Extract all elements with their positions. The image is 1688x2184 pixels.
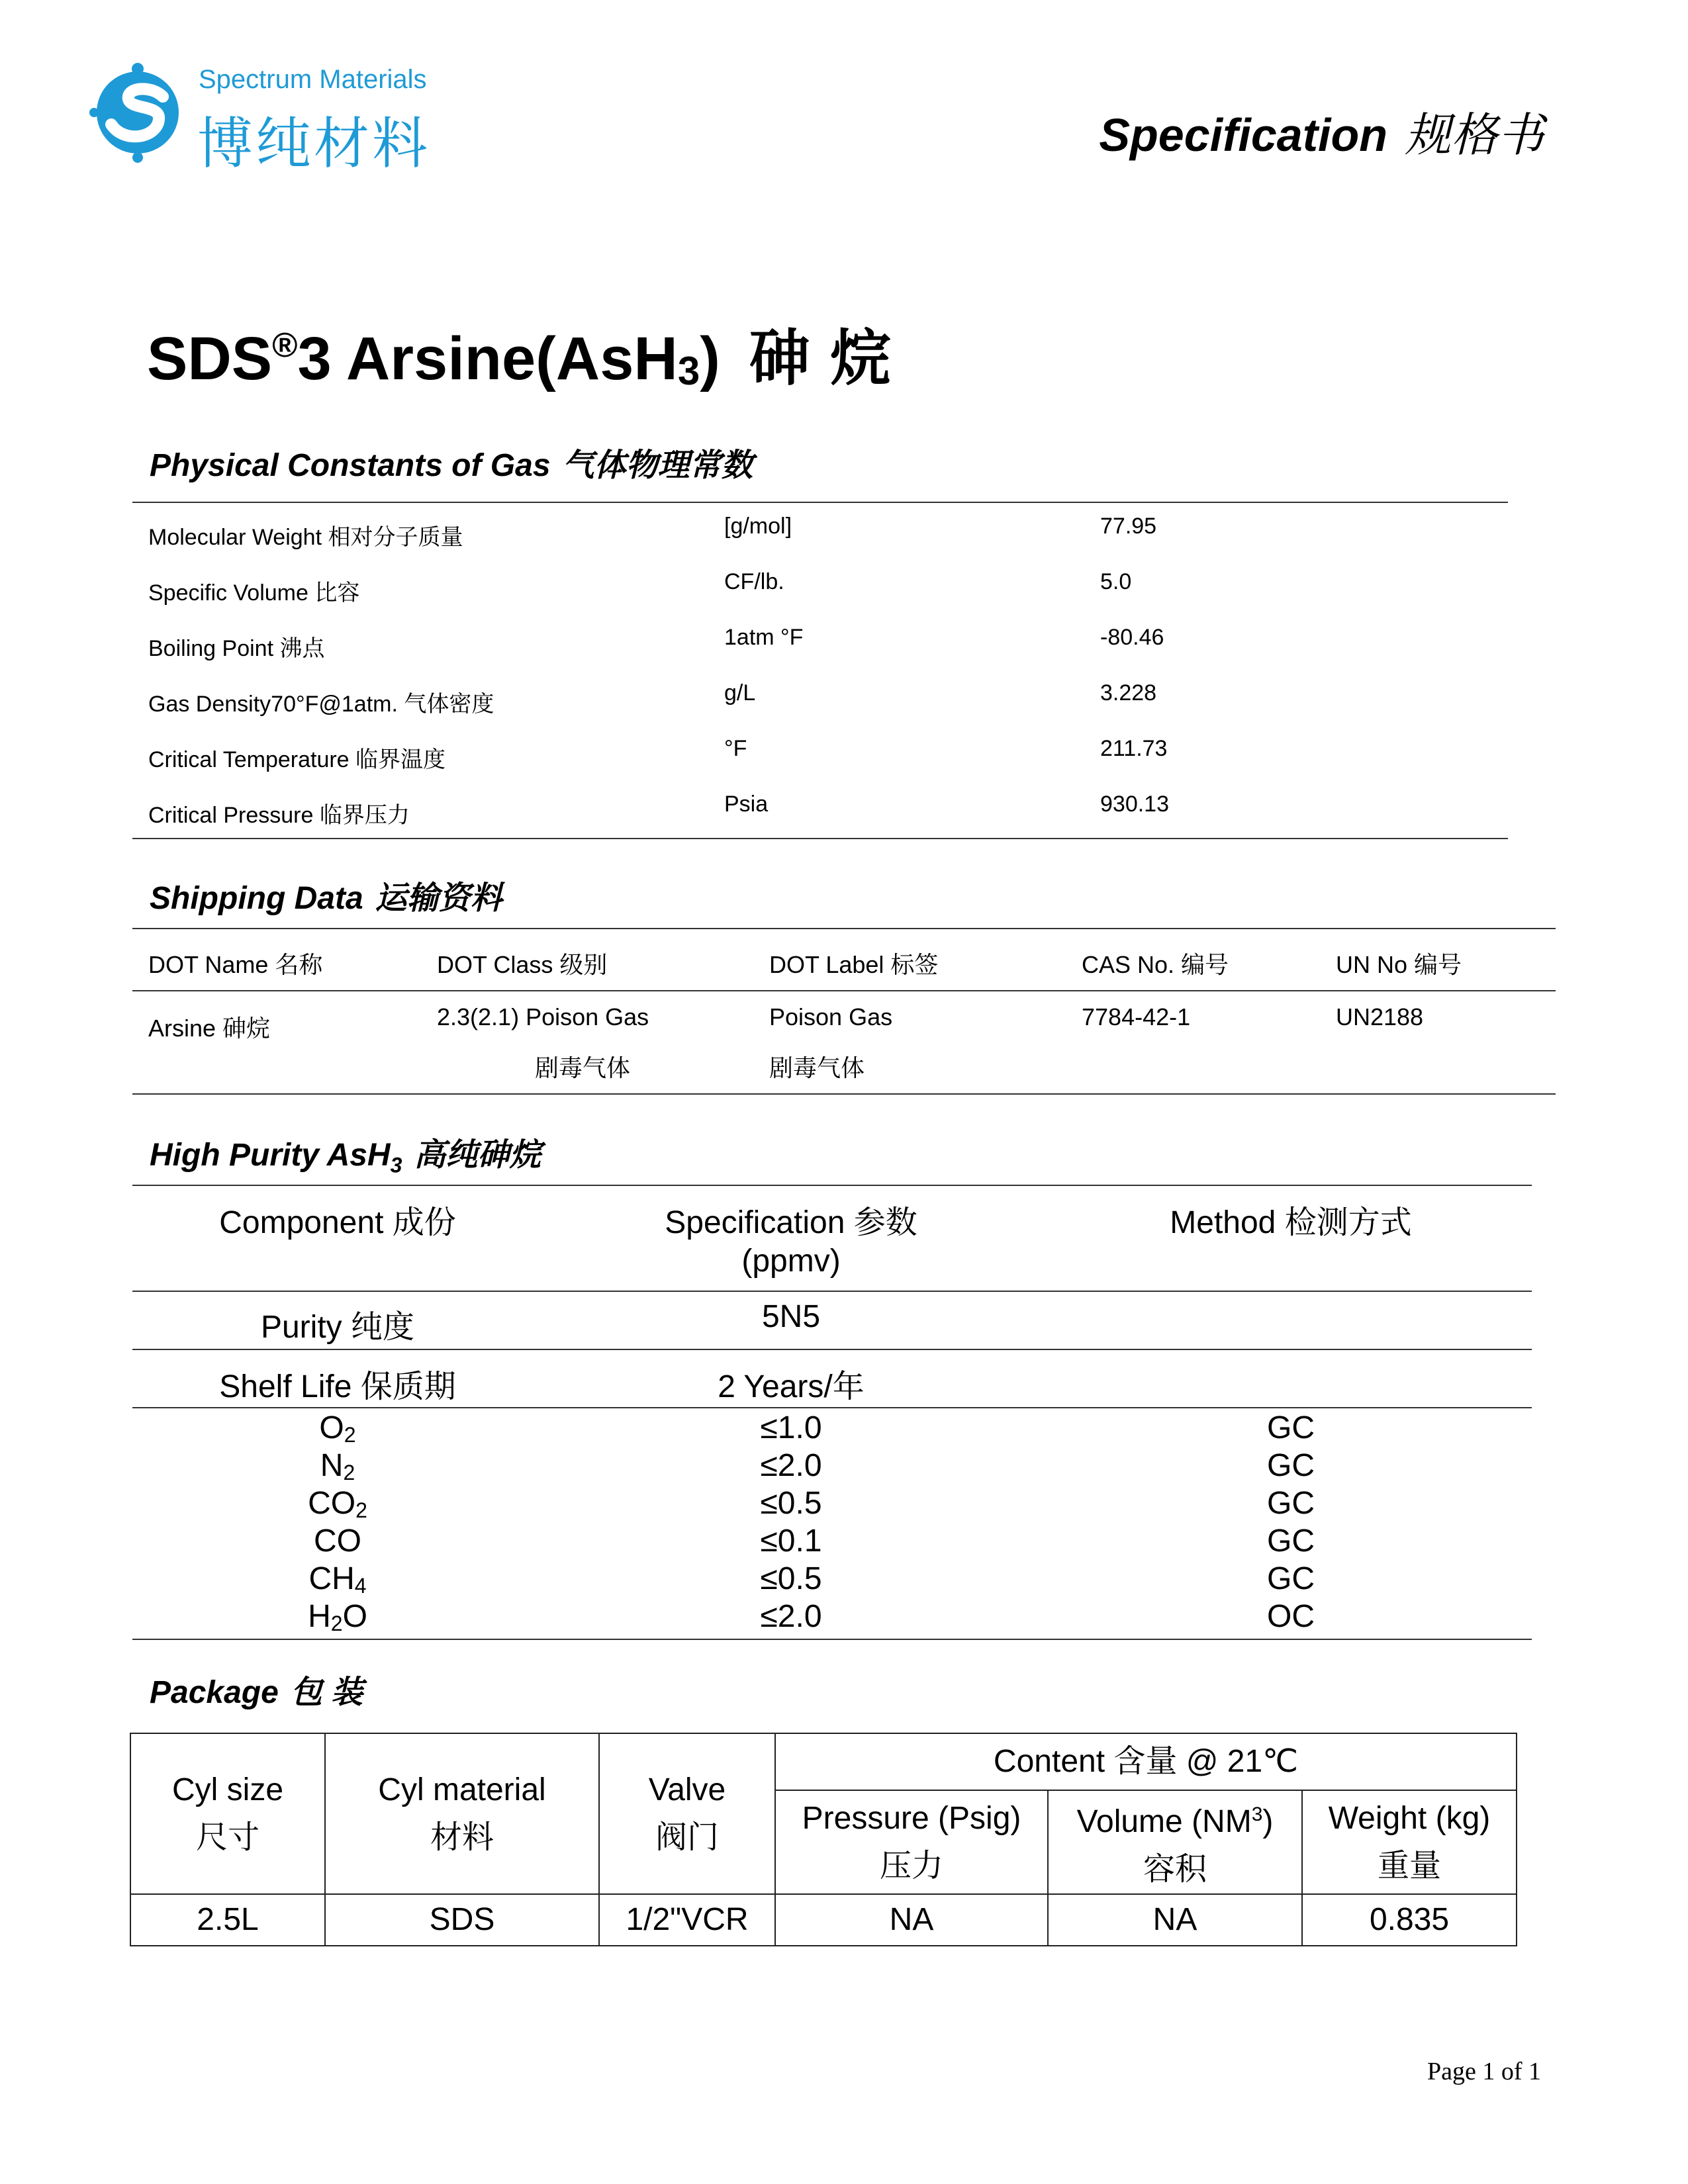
package-table <box>130 1733 1517 1946</box>
title-prefix: SDS <box>147 325 273 392</box>
formula-sub: 2 <box>330 1612 343 1635</box>
purity-col-component: Component 成份 <box>219 1205 456 1240</box>
pressure-label: Pressure (Psig) <box>802 1800 1021 1836</box>
shipping-header-un: UN No 编号 <box>1336 951 1462 978</box>
physical-value: 5.0 <box>1100 569 1132 594</box>
weight-label-cn: 重量 <box>1377 1848 1441 1884</box>
divider <box>132 1185 1532 1186</box>
divider <box>132 1349 1532 1350</box>
impurity-method: GC <box>1267 1524 1315 1559</box>
formula-main: CO <box>314 1524 361 1559</box>
impurity-method: GC <box>1267 1561 1315 1596</box>
purity-col-spec-unit: (ppmv) <box>741 1244 841 1279</box>
shipping-dot-class-cn: 剧毒气体 <box>535 1054 631 1081</box>
physical-unit: [g/mol] <box>724 514 792 539</box>
pressure-label-cn: 压力 <box>879 1848 943 1884</box>
shelf-life-value: 2 Years/年 <box>718 1369 865 1404</box>
impurity-method: OC <box>1267 1599 1315 1634</box>
purity-heading-en: High Purity AsH <box>150 1138 391 1173</box>
valve-label: Valve <box>648 1772 726 1807</box>
impurity-component <box>132 1447 543 1485</box>
impurity-spec: ≤0.1 <box>760 1524 822 1559</box>
impurity-spec: ≤2.0 <box>760 1599 822 1634</box>
shipping-cas-number: 7784-42-1 <box>1082 1003 1191 1030</box>
physical-name: Boiling Point 沸点 <box>148 636 325 661</box>
physical-unit: °F <box>724 736 747 761</box>
shipping-dot-label-cn: 剧毒气体 <box>769 1054 865 1081</box>
physical-heading-cn: 气体物理常数 <box>562 448 753 483</box>
formula-sub: 4 <box>354 1574 367 1598</box>
impurity-spec: ≤0.5 <box>760 1561 822 1596</box>
spectrum-logo-icon <box>85 58 191 164</box>
package-weight-header <box>1302 1790 1517 1894</box>
physical-value: 3.228 <box>1100 680 1157 705</box>
divider <box>132 838 1508 839</box>
formula-sub: 2 <box>343 1461 355 1484</box>
shipping-header-name: DOT Name 名称 <box>148 951 323 978</box>
formula-main: O <box>319 1410 344 1445</box>
volume-label: Volume (NM <box>1076 1804 1252 1839</box>
shipping-dot-class: 2.3(2.1) Poison Gas <box>437 1003 649 1030</box>
purity-heading <box>150 1129 541 1178</box>
divider <box>132 928 1556 929</box>
impurity-component <box>132 1485 543 1523</box>
document-type-cn: 规格书 <box>1405 109 1544 161</box>
shipping-dot-name: Arsine 砷烷 <box>148 1015 271 1042</box>
package-cyl-size: 2.5L <box>130 1894 325 1946</box>
physical-unit: g/L <box>724 680 756 705</box>
package-pressure-header <box>775 1790 1048 1894</box>
package-valve-header <box>599 1733 775 1894</box>
title-cn: 砷烷 <box>749 325 911 392</box>
physical-unit: Psia <box>724 792 769 817</box>
physical-name: Critical Pressure 临界压力 <box>148 803 410 828</box>
physical-unit: CF/lb. <box>724 569 784 594</box>
purity-heading-sub: 3 <box>390 1153 402 1177</box>
physical-value: 930.13 <box>1100 792 1169 817</box>
package-cyl-size-header <box>130 1733 325 1894</box>
divider <box>132 1093 1556 1095</box>
package-heading-en: Package <box>150 1675 279 1710</box>
document-type <box>1099 98 1544 165</box>
title-subscript: 3 <box>677 349 700 393</box>
physical-name: Critical Temperature 临界温度 <box>148 747 446 772</box>
impurity-spec: ≤0.5 <box>760 1486 822 1521</box>
formula-tail: O <box>342 1599 367 1634</box>
package-content-header: Content 含量 @ 21℃ <box>775 1733 1517 1790</box>
package-weight: 0.835 <box>1302 1894 1517 1946</box>
shipping-header-label: DOT Label 标签 <box>769 951 939 978</box>
formula-sub: 2 <box>344 1423 356 1447</box>
physical-value: -80.46 <box>1100 625 1164 650</box>
cyl-size-label: Cyl size <box>171 1772 284 1807</box>
brand-name-en: Spectrum Materials <box>199 65 427 94</box>
shipping-heading-cn: 运输资料 <box>375 881 502 916</box>
physical-name: Molecular Weight 相对分子质量 <box>148 525 463 550</box>
divider <box>132 502 1508 503</box>
volume-label-cn: 容积 <box>1143 1852 1207 1887</box>
physical-unit: 1atm °F <box>724 625 804 650</box>
volume-close: ) <box>1262 1804 1274 1839</box>
impurity-component <box>132 1598 543 1636</box>
shipping-un-number: UN2188 <box>1336 1003 1424 1030</box>
formula-main: CH <box>308 1561 355 1596</box>
package-valve: 1/2"VCR <box>599 1894 775 1946</box>
formula-main: CO <box>308 1486 356 1521</box>
cyl-material-label: Cyl material <box>378 1772 546 1807</box>
package-heading-cn: 包 装 <box>290 1675 363 1710</box>
purity-value: 5N5 <box>761 1299 821 1334</box>
page-title <box>147 310 911 397</box>
impurity-component <box>132 1410 543 1447</box>
shipping-header-class: DOT Class 级别 <box>437 951 608 978</box>
formula-main: N <box>320 1448 344 1483</box>
physical-name: Specific Volume 比容 <box>148 580 360 606</box>
purity-col-spec: Specification 参数 <box>665 1205 917 1240</box>
impurity-component <box>132 1561 543 1598</box>
impurity-spec: ≤2.0 <box>760 1448 822 1483</box>
cyl-material-label-cn: 材料 <box>430 1819 494 1855</box>
impurity-method: GC <box>1267 1486 1315 1521</box>
physical-constants-heading <box>150 439 753 485</box>
purity-label: Purity 纯度 <box>260 1310 415 1345</box>
cyl-size-label-cn: 尺寸 <box>195 1819 259 1855</box>
impurity-spec: ≤1.0 <box>760 1410 822 1445</box>
shipping-header-cas: CAS No. 编号 <box>1082 951 1229 978</box>
weight-label: Weight (kg) <box>1328 1800 1491 1836</box>
package-pressure: NA <box>775 1894 1048 1946</box>
impurity-component <box>132 1523 543 1561</box>
brand-name-cn: 博纯材料 <box>197 113 431 175</box>
divider <box>132 1291 1532 1292</box>
package-volume-header <box>1048 1790 1302 1894</box>
purity-col-method: Method 检测方式 <box>1170 1205 1412 1240</box>
physical-value: 77.95 <box>1100 514 1157 539</box>
registered-mark: ® <box>272 326 298 365</box>
formula-main: H <box>308 1599 331 1634</box>
impurity-method: GC <box>1267 1410 1315 1445</box>
title-main: 3 Arsine(AsH <box>297 325 678 392</box>
document-type-en: Specification <box>1099 109 1387 161</box>
package-cyl-material-header <box>325 1733 599 1894</box>
shipping-heading <box>150 872 502 918</box>
volume-sup: 3 <box>1251 1803 1263 1825</box>
purity-heading-cn: 高纯砷烷 <box>414 1138 541 1173</box>
package-volume: NA <box>1048 1894 1302 1946</box>
physical-name: Gas Density70°F@1atm. 气体密度 <box>148 692 494 717</box>
physical-value: 211.73 <box>1100 736 1168 761</box>
page-number: Page 1 of 1 <box>1427 2058 1541 2085</box>
valve-label-cn: 阀门 <box>655 1819 719 1855</box>
physical-heading-en: Physical Constants of Gas <box>150 448 551 483</box>
divider <box>132 1407 1532 1408</box>
shipping-dot-label: Poison Gas <box>769 1003 893 1030</box>
package-heading <box>150 1666 363 1712</box>
shelf-life-label: Shelf Life 保质期 <box>219 1369 456 1404</box>
shipping-heading-en: Shipping Data <box>150 881 363 916</box>
title-close: ) <box>700 325 720 392</box>
impurity-method: GC <box>1267 1448 1315 1483</box>
package-cyl-material: SDS <box>325 1894 599 1946</box>
divider <box>132 1639 1532 1640</box>
formula-sub: 2 <box>355 1498 367 1522</box>
divider <box>132 990 1556 991</box>
